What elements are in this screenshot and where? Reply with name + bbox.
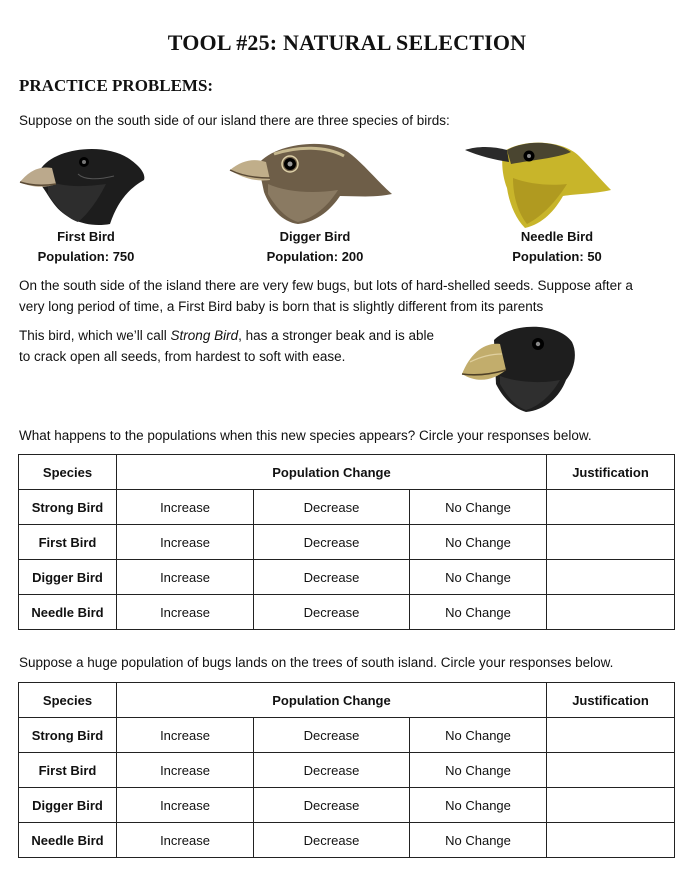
species-cell: Digger Bird xyxy=(19,788,117,823)
population-change-header: Population Change xyxy=(117,455,547,490)
no-change-option[interactable]: No Change xyxy=(410,788,547,823)
table-row xyxy=(19,560,675,595)
section-heading: PRACTICE PROBLEMS: xyxy=(19,76,214,95)
increase-option[interactable]: Increase xyxy=(117,560,254,595)
intro-text: Suppose on the south side of our island there are three species of birds: xyxy=(19,113,450,128)
increase-option[interactable]: Increase xyxy=(117,753,254,788)
strong-bird-text-b: , has a stronger beak and is able xyxy=(238,328,434,343)
species-cell: First Bird xyxy=(19,525,117,560)
table-row xyxy=(19,595,675,630)
species-header: Species xyxy=(19,683,117,718)
decrease-option[interactable]: Decrease xyxy=(254,788,410,823)
table-row xyxy=(19,718,675,753)
increase-option[interactable]: Increase xyxy=(117,490,254,525)
scenario-line-2: very long period of time, a First Bird baby is born that is slightly different from its parents xyxy=(19,299,544,314)
decrease-option[interactable]: Decrease xyxy=(254,490,410,525)
justification-cell[interactable] xyxy=(547,718,675,753)
no-change-option[interactable]: No Change xyxy=(410,560,547,595)
increase-option[interactable]: Increase xyxy=(117,718,254,753)
decrease-option[interactable]: Decrease xyxy=(254,560,410,595)
scenario-paragraph xyxy=(19,275,633,317)
first-bird-image xyxy=(18,140,148,228)
table-row xyxy=(19,490,675,525)
justification-cell[interactable] xyxy=(547,490,675,525)
increase-option[interactable]: Increase xyxy=(117,525,254,560)
needle-bird-population: Population: 50 xyxy=(512,249,602,264)
first-bird-name: First Bird xyxy=(57,229,115,244)
species-cell: Strong Bird xyxy=(19,490,117,525)
justification-cell[interactable] xyxy=(547,823,675,858)
table-row xyxy=(19,788,675,823)
strong-bird-line-1 xyxy=(19,325,434,346)
strong-bird-emphasis: Strong Bird xyxy=(170,328,239,343)
table-row xyxy=(19,823,675,858)
decrease-option[interactable]: Decrease xyxy=(254,823,410,858)
page-title: TOOL #25: NATURAL SELECTION xyxy=(167,30,527,55)
justification-header: Justification xyxy=(547,683,675,718)
population-change-header: Population Change xyxy=(117,683,547,718)
decrease-option[interactable]: Decrease xyxy=(254,753,410,788)
strong-bird-paragraph xyxy=(19,325,434,367)
needle-bird-name: Needle Bird xyxy=(520,229,594,244)
no-change-option[interactable]: No Change xyxy=(410,595,547,630)
digger-bird-image xyxy=(228,138,393,228)
justification-cell[interactable] xyxy=(547,560,675,595)
digger-bird-population: Population: 200 xyxy=(266,249,364,264)
species-cell: Strong Bird xyxy=(19,718,117,753)
justification-cell[interactable] xyxy=(547,753,675,788)
justification-cell[interactable] xyxy=(547,595,675,630)
species-cell: Digger Bird xyxy=(19,560,117,595)
strong-bird-image xyxy=(460,322,578,414)
species-cell: Needle Bird xyxy=(19,823,117,858)
justification-header: Justification xyxy=(547,455,675,490)
decrease-option[interactable]: Decrease xyxy=(254,525,410,560)
increase-option[interactable]: Increase xyxy=(117,823,254,858)
table-row xyxy=(19,753,675,788)
needle-bird-image xyxy=(463,138,613,230)
no-change-option[interactable]: No Change xyxy=(410,753,547,788)
decrease-option[interactable]: Decrease xyxy=(254,718,410,753)
species-header: Species xyxy=(19,455,117,490)
species-cell: Needle Bird xyxy=(19,595,117,630)
justification-cell[interactable] xyxy=(547,525,675,560)
digger-bird-name: Digger Bird xyxy=(279,229,351,244)
table-header-row xyxy=(19,683,675,718)
increase-option[interactable]: Increase xyxy=(117,595,254,630)
decrease-option[interactable]: Decrease xyxy=(254,595,410,630)
strong-bird-line-2: to crack open all seeds, from hardest to soft with ease. xyxy=(19,349,346,364)
justification-cell[interactable] xyxy=(547,788,675,823)
table-row xyxy=(19,525,675,560)
no-change-option[interactable]: No Change xyxy=(410,525,547,560)
increase-option[interactable]: Increase xyxy=(117,788,254,823)
species-cell: First Bird xyxy=(19,753,117,788)
question-1: What happens to the populations when this new species appears? Circle your responses below. xyxy=(19,428,592,443)
no-change-option[interactable]: No Change xyxy=(410,718,547,753)
response-table-1 xyxy=(18,454,675,630)
no-change-option[interactable]: No Change xyxy=(410,490,547,525)
table-header-row xyxy=(19,455,675,490)
no-change-option[interactable]: No Change xyxy=(410,823,547,858)
question-2: Suppose a huge population of bugs lands on the trees of south island. Circle your responses below. xyxy=(19,655,614,670)
response-table-2 xyxy=(18,682,675,858)
scenario-line-1: On the south side of the island there are very few bugs, but lots of hard-shelled seeds. Suppose after a xyxy=(19,278,633,293)
strong-bird-text-a: This bird, which we’ll call xyxy=(19,328,171,343)
first-bird-population: Population: 750 xyxy=(37,249,135,264)
